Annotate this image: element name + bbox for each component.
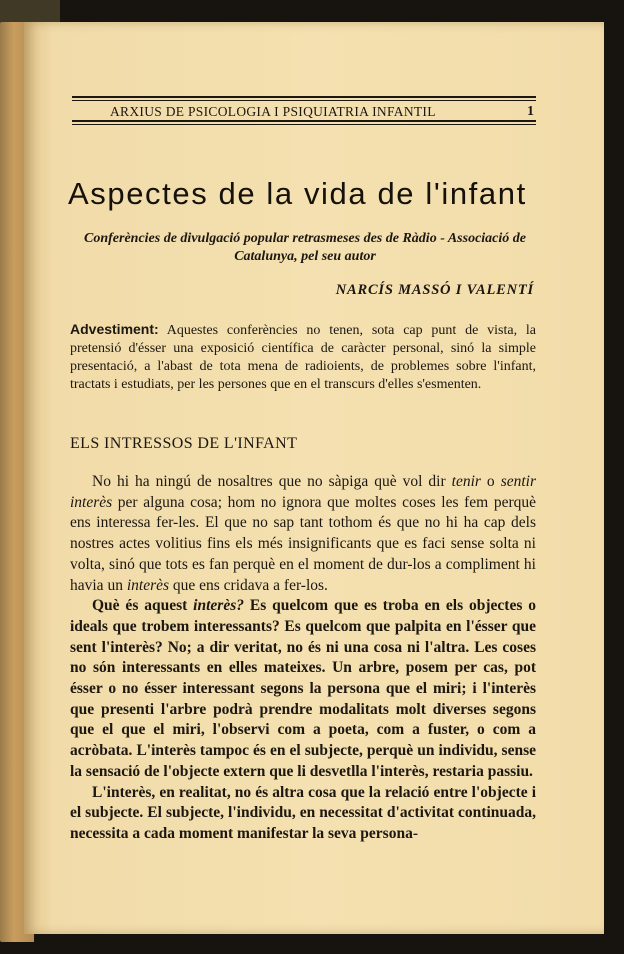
page-number: 1 [527, 104, 534, 119]
article-body [70, 472, 536, 845]
book-cover-edge [0, 0, 60, 24]
text-run: L'interès, en realitat, no és altra cosa que la relació entre l'objecte i el subjecte. El subjecte, l'individu, en necessitat d'activitat continuada, necessita a cada moment manifestar la seva persona- [70, 783, 536, 842]
running-header [72, 96, 536, 126]
header-rule [72, 100, 536, 101]
text-run: Què és aquest [92, 597, 194, 615]
text-run: No hi ha ningú de nosaltres que no sàpiga què vol dir [92, 473, 452, 490]
text-run: per alguna cosa; hom no ignora que moltes coses les fem perquè ens interessa fer-les. El que no sap tant tothom és que no hi ha cap dels nostres actes volitius fins els més insignificants que es faci sense solta ni volta, sinó que tots es fan perquè en el moment de dur-los a compliment hi havia un [70, 493, 536, 594]
paragraph [70, 596, 536, 782]
italic-run: interès? [193, 597, 244, 615]
header-rule [72, 96, 536, 98]
warning-text: Aquestes conferències no tenen, sota cap punt de vista, la pretensió d'ésser una exposició científica de caràcter personal, sinó la simple presentació, a l'abast de tota mena de radioients, de problemes sobre l'infant, tractats i estudiats, per les persones que en el transcurs d'elles s'esmenten. [70, 323, 536, 392]
italic-run: interès [126, 576, 170, 594]
article-subtitle: Conferències de divulgació popular retrasmeses des de Ràdio - Associació de Catalunya, pel seu autor [84, 231, 526, 264]
journal-title: ARXIUS DE PSICOLOGIA I PSIQUIATRIA INFANTIL [110, 104, 436, 119]
header-rule [72, 124, 536, 125]
header-rule [72, 120, 536, 122]
text-run: Es quelcom que es troba en els objectes o ideals que trobem interessants? Es quelcom que palpita en l'ésser que sent l'interès? No; a dir veritat, no és ni una cosa ni l'altra. Les coses no són interessants en elles mateixes. Un arbre, posem per cas, pot ésser o no ésser interessant segons la persona que el miri; i l'interès que presenti l'arbre podrà prendre modalitats molt diverses segons que el que el miri, l'observi com a poeta, com a fuster, o com a acròbata. L'interès tampoc és en el subjecte, perquè un individu, sense la sensació de l'objecte extern que li desvetlla l'interès, restaria passiu. [70, 597, 536, 780]
warning-note [70, 320, 536, 394]
section-heading: ELS INTRESSOS DE L'INFANT [70, 435, 298, 452]
article-title: Aspectes de la vida de l'infant [68, 176, 527, 211]
book-page [24, 22, 604, 934]
paragraph [70, 472, 536, 596]
text-run: que ens cridava a fer-los. [169, 576, 328, 594]
warning-label: Advestiment: [70, 321, 159, 337]
italic-run: sentir interès [70, 473, 536, 511]
italic-run: tenir [451, 473, 481, 490]
paragraph [70, 783, 536, 845]
author-name: NARCÍS MASSÓ I VALENTÍ [335, 282, 534, 298]
text-run: o [480, 473, 501, 490]
